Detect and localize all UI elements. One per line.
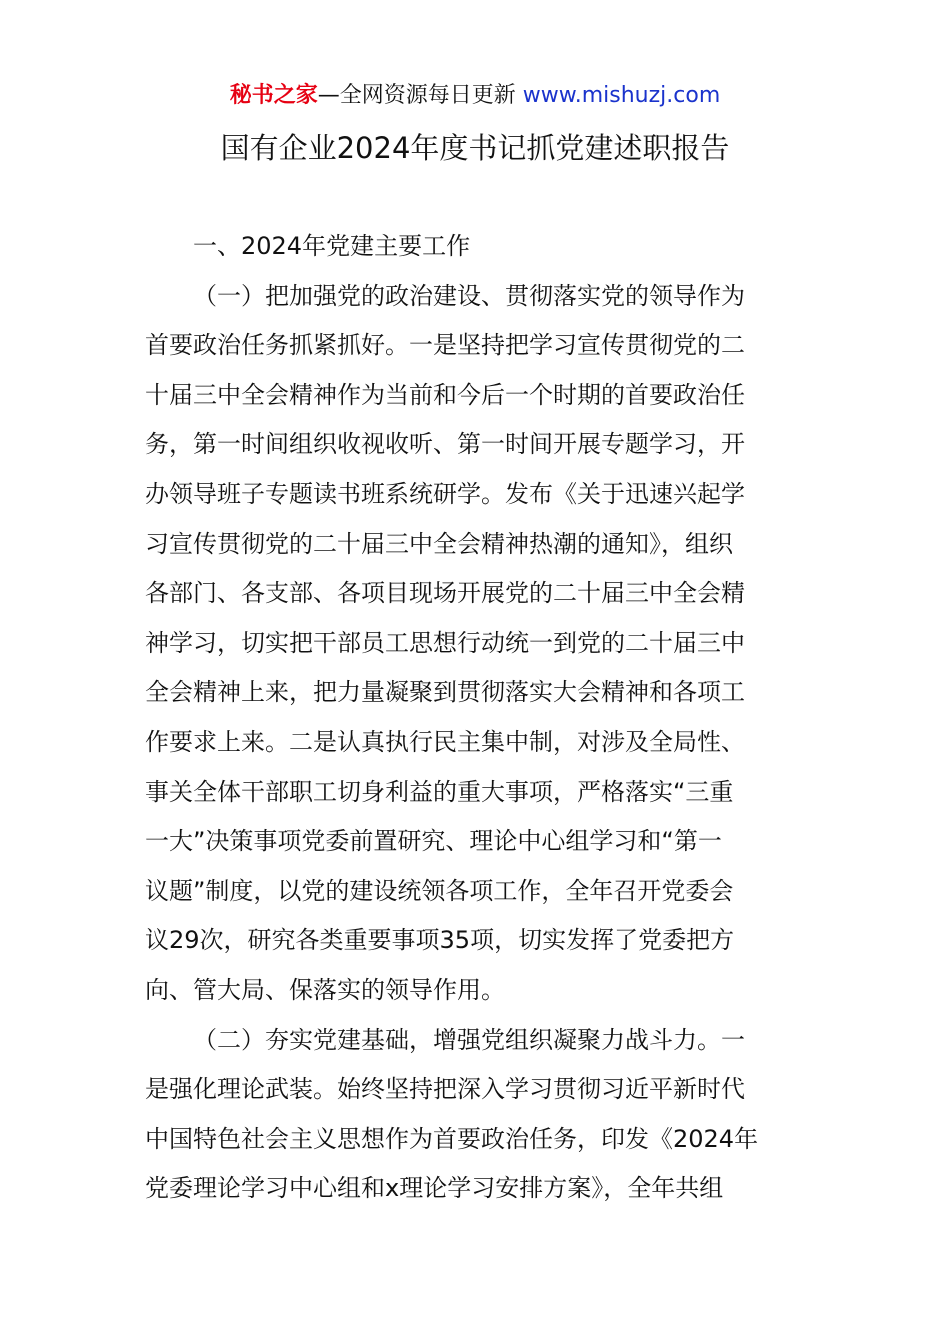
paragraph-line: （二）夯实党建基础，增强党组织凝聚力战斗力。一 [193,1025,745,1054]
site-url-link[interactable]: www.mishuzj.com [522,83,721,108]
paragraph-line: 是强化理论武装。始终坚持把深入学习贯彻习近平新时代 [145,1075,745,1104]
paragraph-line: 党委理论学习中心组和x理论学习安排方案》，全年共组 [145,1174,724,1203]
document-body [145,222,810,1214]
paragraph-line: 各部门、各支部、各项目现场开展党的二十届三中全会精 [145,579,745,608]
paragraph-line: 首要政治任务抓紧抓好。一是坚持把学习宣传贯彻党的二 [145,331,745,360]
paragraph-line: 办领导班子专题读书班系统研学。发布《关于迅速兴起学 [145,479,745,508]
paragraph-line: 习宣传贯彻党的二十届三中全会精神热潮的通知》，组织 [145,529,733,558]
paragraph-line: 事关全体干部职工切身利益的重大事项，严格落实“三重 [145,777,734,806]
document-title: 国有企业2024年度书记抓党建述职报告 [220,131,730,165]
paragraph-line: 向、管大局、保落实的领导作用。 [145,975,505,1004]
paragraph-line: 中国特色社会主义思想作为首要政治任务，印发《2024年 [145,1124,759,1153]
paragraph-line: 务，第一时间组织收视收听、第一时间开展专题学习，开 [145,430,745,459]
paragraph-line: 全会精神上来，把力量凝聚到贯彻落实大会精神和各项工 [145,678,745,707]
paragraph-line: 一大”决策事项党委前置研究、理论中心组学习和“第一 [145,827,722,856]
section-heading: 一、2024年党建主要工作 [193,232,471,260]
paragraph-line: （一）把加强党的政治建设、贯彻落实党的领导作为 [193,281,745,310]
paragraph-line: 议题”制度，以党的建设统领各项工作，全年召开党委会 [145,876,734,905]
site-tagline: —全网资源每日更新 [317,83,516,108]
paragraph-line: 十届三中全会精神作为当前和今后一个时期的首要政治任 [145,380,745,409]
site-brand: 秘书之家 [229,83,318,108]
paragraph-line: 议29次，研究各类重要事项35项，切实发挥了党委把方 [145,926,735,955]
site-header [0,80,950,112]
paragraph-line: 作要求上来。二是认真执行民主集中制，对涉及全局性、 [145,727,745,756]
paragraph-line: 神学习，切实把干部员工思想行动统一到党的二十届三中 [145,628,745,657]
